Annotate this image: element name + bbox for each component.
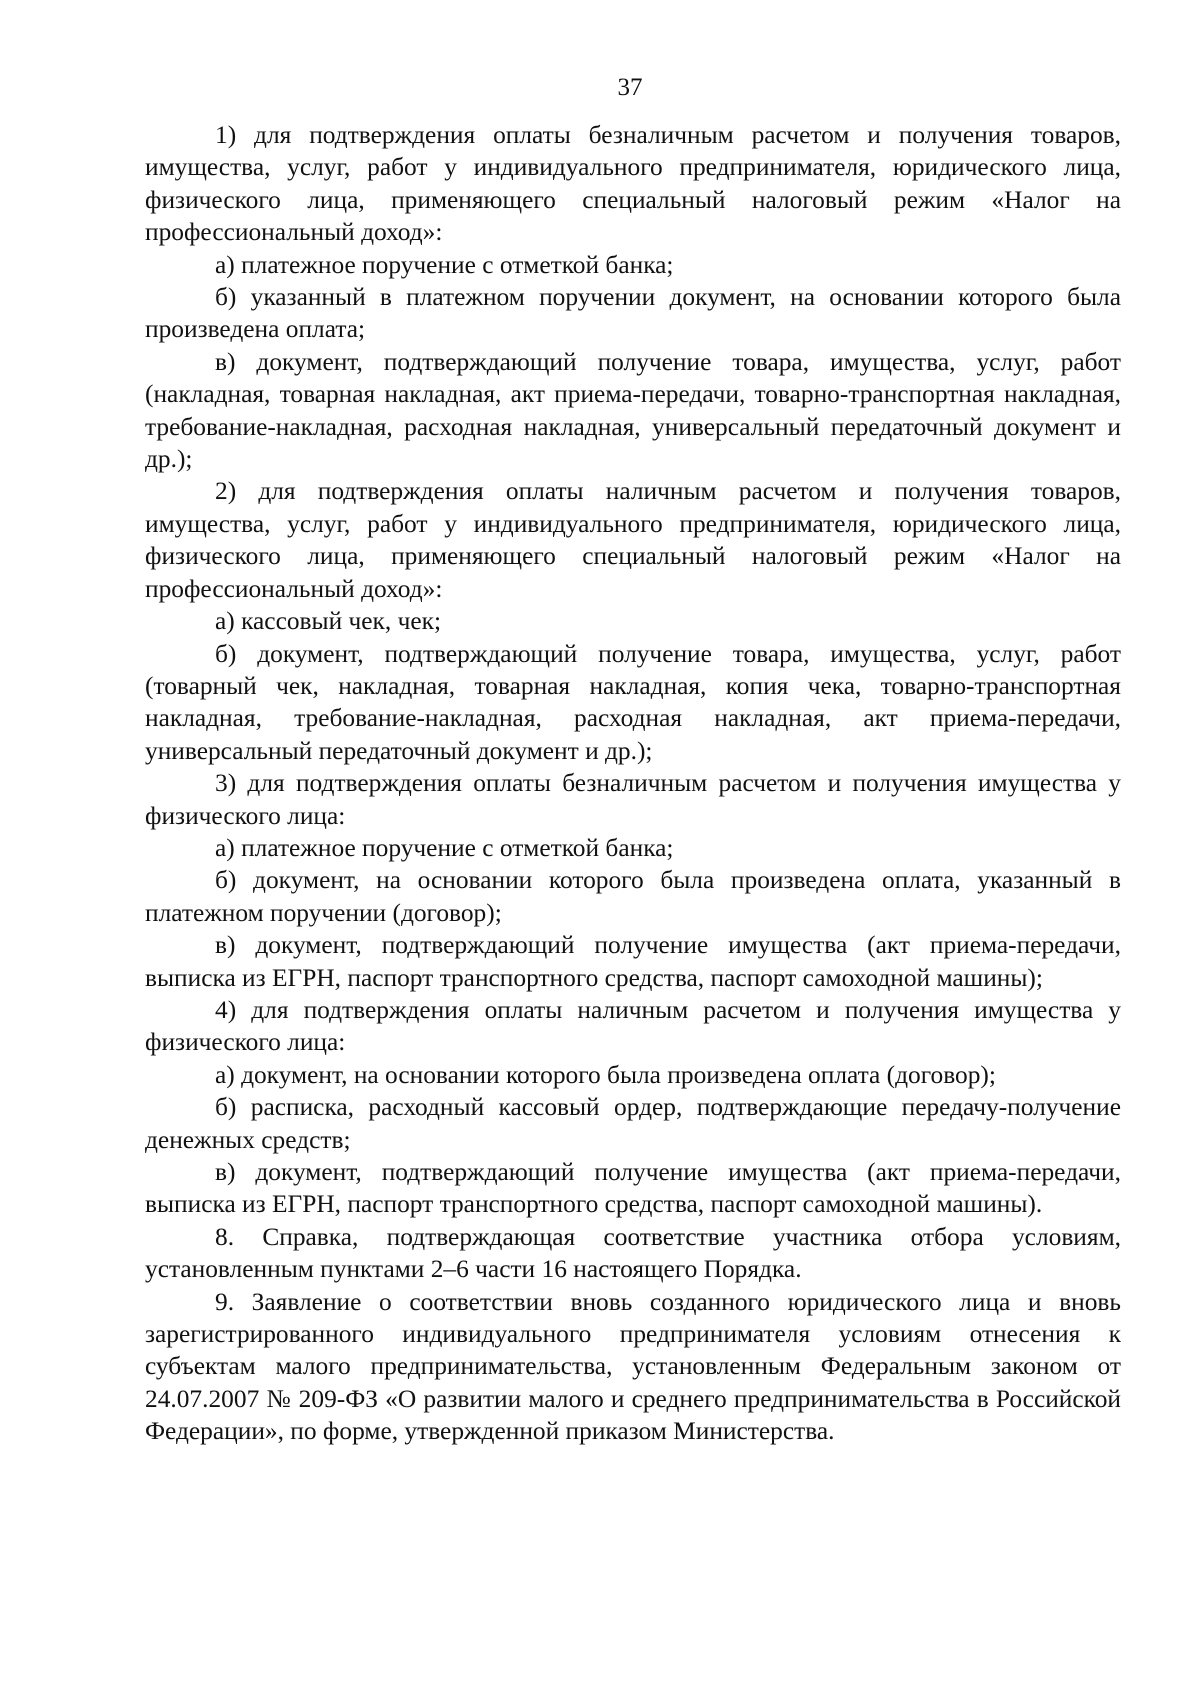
paragraph-item-4v: в) документ, подтверждающий получение имущества (акт приема-передачи, выписка из ЕГРН, паспорт транспортного средства, паспорт самоходной машины). [145,1158,1121,1219]
paragraph-item-3: 3) для подтверждения оплаты безналичным расчетом и получения имущества у физического лица: [145,769,1121,830]
paragraph-item-1: 1) для подтверждения оплаты безналичным расчетом и получения товаров, имущества, услуг, работ у индивидуального предпринимателя, юридического лица, физического лица, применяющего специальный налоговый режим «Налог на профессиональный доход»: [145,121,1121,247]
paragraph-item-4: 4) для подтверждения оплаты наличным расчетом и получения имущества у физического лица: [145,995,1121,1057]
paragraph-item-2a: а) кассовый чек, чек; [215,607,442,636]
paragraph-section-8: 8. Справка, подтверждающая соответствие участника отбора условиям, установленным пунктами 2–6 части 16 настоящего Порядка. [145,1222,1121,1284]
paragraph-item-4a: а) документ, на основании которого была произведена оплата (договор); [215,1060,996,1089]
paragraph-item-3v: в) документ, подтверждающий получение имущества (акт приема-передачи, выписка из ЕГРН, паспорт транспортного средства, паспорт самоходной машины); [145,931,1121,992]
document-body [145,119,1121,1448]
paragraph-item-4b: б) расписка, расходный кассовый ордер, подтверждающие передачу-получение денежных средств; [145,1093,1121,1154]
page-number: 37 [617,74,643,101]
paragraph-item-1v: в) документ, подтверждающий получение товара, имущества, услуг, работ (накладная, товарная накладная, акт приема-передачи, товарно-транспортная накладная, требование-накладная, расходная накладная, универсальный передаточный документ и др.); [145,347,1121,474]
paragraph-item-3a: а) платежное поручение с отметкой банка; [215,833,674,862]
paragraph-section-9: 9. Заявление о соответствии вновь созданного юридического лица и вновь зарегистрированного индивидуального предпринимателя условиям отнесения к субъектам малого предпринимательства, установленным Федеральным законом от 24.07.2007 № 209-ФЗ «О развитии малого и среднего предпринимательства в Российской Федерации», по форме, утвержденной приказом Министерства. [145,1287,1121,1446]
paragraph-item-2b: б) документ, подтверждающий получение товара, имущества, услуг, работ (товарный чек, накладная, товарная накладная, копия чека, товарно-транспортная накладная, требование-накладная, расходная накладная, акт приема-передачи, универсальный передаточный документ и др.); [145,639,1121,765]
paragraph-item-1a: а) платежное поручение с отметкой банка; [215,250,674,279]
paragraph-item-1b: б) указанный в платежном поручении документ, на основании которого была произведена оплата; [145,283,1121,344]
paragraph-item-3b: б) документ, на основании которого была произведена оплата, указанный в платежном поручении (договор); [145,866,1121,927]
paragraph-item-2: 2) для подтверждения оплаты наличным расчетом и получения товаров, имущества, услуг, работ у индивидуального предпринимателя, юридического лица, физического лица, применяющего специальный налоговый режим «Налог на профессиональный доход»: [145,477,1121,603]
